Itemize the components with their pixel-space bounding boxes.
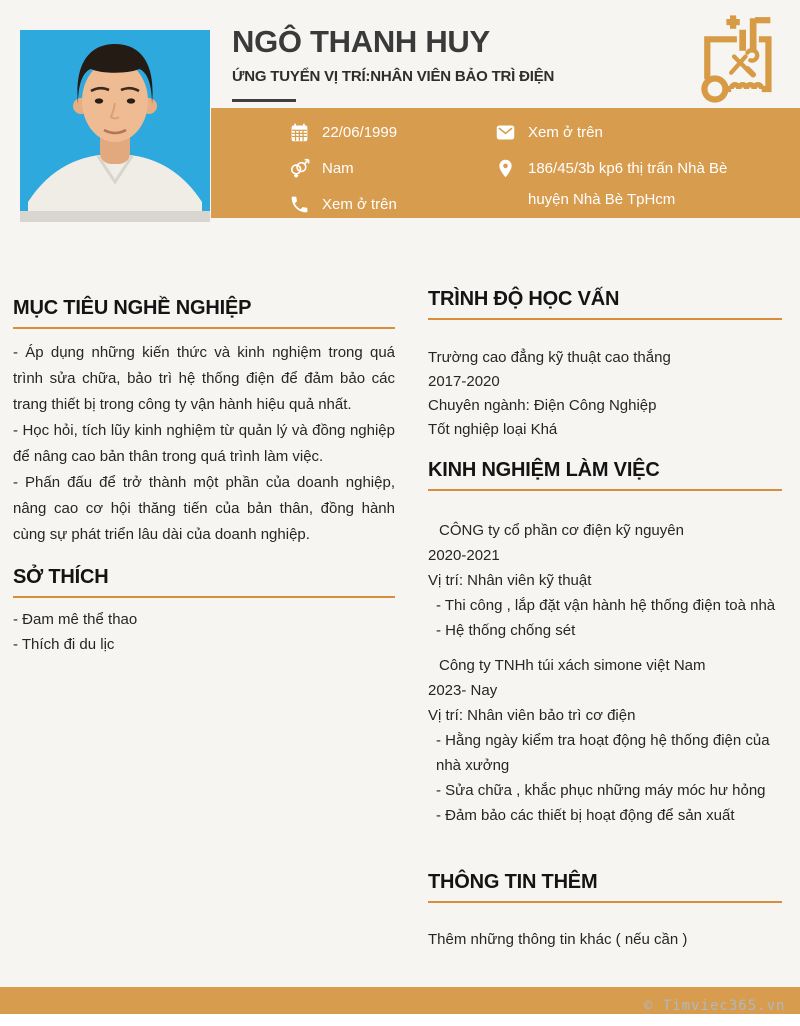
watermark: © Timviec365.vn	[644, 998, 786, 1014]
section-education	[428, 288, 782, 442]
education-school: Trường cao đẳng kỹ thuật cao thắng	[428, 349, 671, 366]
job-duty: - Thi công , lắp đặt vận hành hệ thống điện toà nhà	[436, 597, 776, 614]
contact-email	[495, 122, 603, 143]
electrical-repair-icon	[692, 8, 778, 105]
job-duty: - Sửa chữa , khắc phục những máy móc hư hỏng	[436, 782, 766, 799]
education-grade: Tốt nghiệp loại Khá	[428, 421, 558, 438]
experience-job	[428, 518, 782, 643]
email-value: Xem ở trên	[528, 124, 603, 141]
job-company: Công ty TNHh túi xách simone việt Nam	[439, 657, 706, 674]
section-hobbies	[13, 566, 395, 657]
header	[232, 24, 672, 102]
education-period: 2017-2020	[428, 373, 500, 390]
contact-banner	[211, 108, 800, 218]
dob-value: 22/06/1999	[322, 124, 398, 141]
profile-photo	[20, 30, 210, 222]
objective-rule	[13, 327, 395, 329]
crossed-tools-icon	[731, 50, 757, 75]
hobby-item: - Thích đi du lịc	[13, 636, 115, 653]
address-line1: 186/45/3b kp6 thị trấn Nhà Bè	[528, 160, 728, 177]
objective-paragraph: - Học hỏi, tích lũy kinh nghiệm từ quản lý và đồng nghiệp để nâng cao bản thân trong quá trình làm việc.	[13, 422, 395, 465]
additional-text: Thêm những thông tin khác ( nếu cần )	[428, 931, 688, 948]
objective-paragraph: - Phấn đấu để trở thành một phần của doanh nghiệp, nâng cao cơ hội thăng tiến của bản thân, đồng hành cùng sự phát triển lâu dài của doanh nghiệp.	[13, 474, 395, 543]
education-rule	[428, 318, 782, 320]
gender-icon	[289, 158, 310, 179]
additional-title: THÔNG TIN THÊM	[428, 871, 598, 893]
location-icon	[495, 158, 516, 179]
calendar-icon	[289, 122, 310, 143]
section-objective	[13, 297, 395, 548]
phone-icon	[289, 194, 310, 215]
job-duty: - Hằng ngày kiểm tra hoạt động hệ thống điện của nhà xưởng	[436, 732, 770, 774]
phone-value: Xem ở trên	[322, 196, 397, 213]
header-underline	[232, 99, 296, 102]
education-title: TRÌNH ĐỘ HỌC VẤN	[428, 288, 620, 310]
hobby-item: - Đam mê thể thao	[13, 611, 138, 628]
applied-position: ỨNG TUYỂN VỊ TRÍ:NHÂN VIÊN BẢO TRÌ ĐIỆN	[232, 68, 555, 85]
portrait-illustration	[20, 30, 210, 222]
job-position: Vị trí: Nhân viên bảo trì cơ điện	[428, 707, 636, 724]
experience-rule	[428, 489, 782, 491]
job-position: Vị trí: Nhân viên kỹ thuật	[428, 572, 592, 589]
address-value	[528, 158, 727, 210]
section-experience	[428, 459, 782, 828]
job-period: 2020-2021	[428, 547, 500, 564]
section-additional	[428, 871, 782, 952]
address-line2: huyện Nhà Bè TpHcm	[528, 191, 676, 208]
gender-value: Nam	[322, 160, 354, 177]
objective-paragraph: - Áp dụng những kiến thức và kinh nghiệm trong quá trình sửa chữa, bảo trì hệ thống điện để đảm bảo các trang thiết bị trong công ty vận hành hiệu quả nhất.	[13, 344, 395, 413]
email-icon	[495, 122, 516, 143]
hobbies-title: SỞ THÍCH	[13, 566, 109, 588]
experience-job	[428, 653, 782, 828]
job-company: CÔNG ty cổ phần cơ điện kỹ nguyên	[439, 522, 684, 539]
contact-dob	[289, 122, 397, 143]
job-duty: - Hệ thống chống sét	[436, 622, 576, 639]
job-period: 2023- Nay	[428, 682, 498, 699]
contact-phone	[289, 194, 397, 215]
education-major: Chuyên ngành: Điện Công Nghiệp	[428, 397, 657, 414]
contact-address	[495, 158, 727, 210]
additional-rule	[428, 901, 782, 903]
objective-title: MỤC TIÊU NGHỀ NGHIỆP	[13, 297, 252, 319]
candidate-name: NGÔ THANH HUY	[232, 24, 490, 59]
hobbies-rule	[13, 596, 395, 598]
contact-gender	[289, 158, 354, 179]
job-duty: - Đảm bảo các thiết bị hoạt động để sản xuất	[436, 807, 735, 824]
experience-title: KINH NGHIỆM LÀM VIỆC	[428, 459, 660, 481]
